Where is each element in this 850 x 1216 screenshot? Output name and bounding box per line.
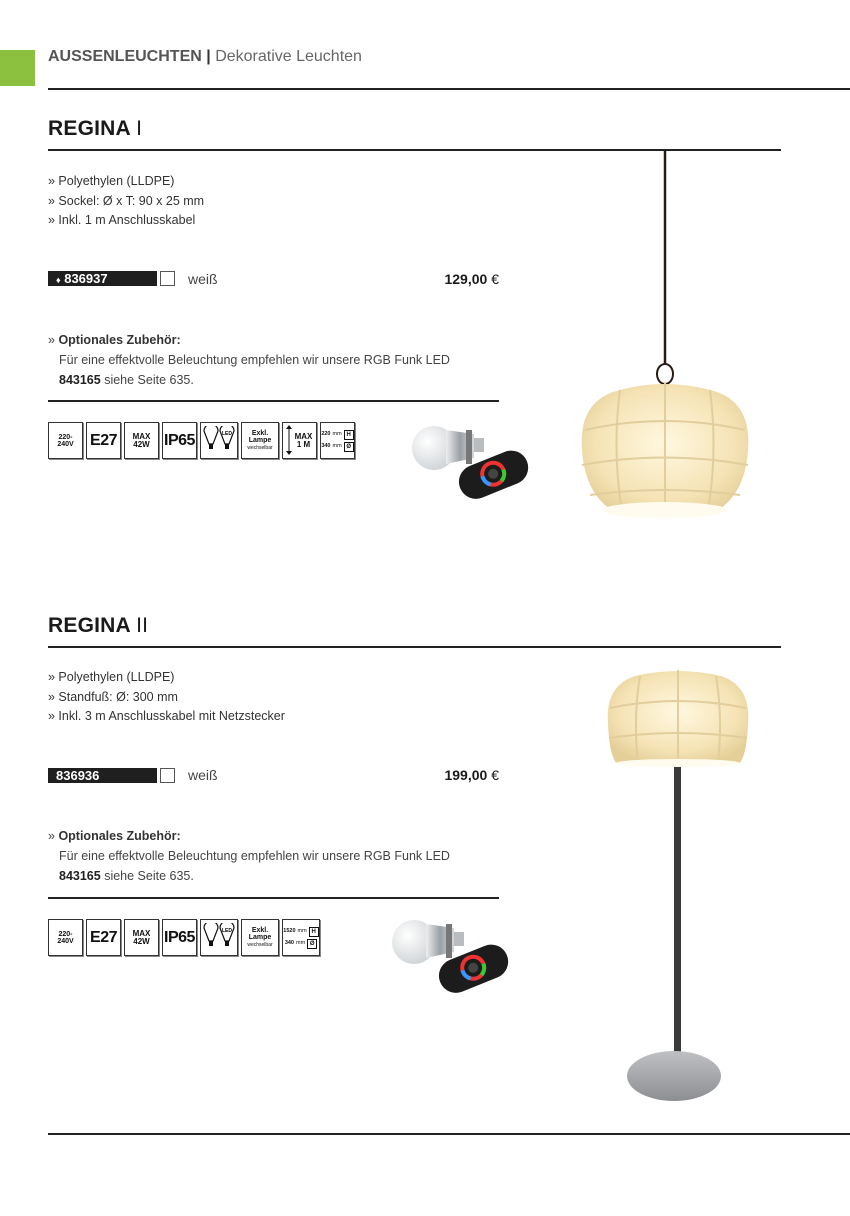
- feature-item: » Inkl. 3 m Anschlusskabel mit Netzstecker: [48, 709, 285, 723]
- height-unit: mm: [332, 430, 342, 437]
- price-value: 199,00: [444, 767, 488, 783]
- currency: €: [491, 271, 499, 287]
- diameter-icon: Ø: [344, 442, 354, 452]
- lamp-label: Lampe: [248, 934, 272, 941]
- color-name: weiß: [188, 767, 218, 783]
- watt-label: 42W: [133, 439, 150, 449]
- rgb-led-accessory-image: [408, 418, 533, 503]
- height-icon: H: [309, 927, 319, 937]
- height-value: 1520: [283, 927, 296, 934]
- category-label: AUSSENLEUCHTEN: [48, 48, 202, 65]
- diameter-value: 340: [284, 939, 294, 946]
- page-header: [48, 48, 362, 66]
- led-label: LED: [222, 430, 232, 437]
- height-icon: H: [344, 430, 354, 440]
- led-label: LED: [222, 927, 232, 934]
- header-separator: |: [206, 48, 211, 65]
- diameter-unit: mm: [296, 939, 306, 946]
- ip-rating-icon: IP65: [162, 422, 197, 459]
- optional-rule: [48, 400, 499, 402]
- optional-text: Für eine effektvolle Beleuchtung empfehlen wir unsere RGB Funk LED: [59, 849, 450, 863]
- price: [379, 767, 499, 783]
- dimensions-icon: [282, 919, 320, 956]
- watt-label: 42W: [133, 936, 150, 946]
- subcategory-label: Dekorative Leuchten: [215, 48, 362, 65]
- height-value: 220: [321, 430, 331, 437]
- color-swatch: [160, 768, 175, 783]
- max-watt-icon: [124, 422, 159, 459]
- optional-suffix: siehe Seite 635.: [104, 373, 194, 387]
- product-numeral: II: [136, 614, 149, 637]
- article-number: 836936: [56, 768, 100, 783]
- spec-icons: [48, 422, 355, 459]
- max-label: MAX: [132, 431, 151, 441]
- socket-e27-icon: E27: [86, 422, 121, 459]
- optional-prefix: »: [48, 333, 55, 347]
- optional-label: Optionales Zubehör:: [58, 829, 181, 843]
- optional-suffix: siehe Seite 635.: [104, 869, 194, 883]
- cable-length-icon: [282, 422, 317, 459]
- optional-prefix: »: [48, 829, 55, 843]
- ip-rating-icon: IP65: [162, 919, 197, 956]
- optional-accessory: [48, 826, 450, 886]
- cable-max-label: MAX: [294, 431, 313, 441]
- feature-list: [48, 668, 285, 727]
- exchangeable-lamp-icon: [241, 919, 279, 956]
- optional-rule: [48, 897, 499, 899]
- feature-list: [48, 172, 204, 231]
- pendant-lamp-image: [560, 150, 770, 525]
- spec-icons: [48, 919, 320, 956]
- height-unit: mm: [297, 927, 307, 934]
- optional-text: Für eine effektvolle Beleuchtung empfehlen wir unsere RGB Funk LED: [59, 353, 450, 367]
- bulb-led-icon: [200, 919, 238, 956]
- article-number-box: [48, 271, 157, 286]
- diameter-value: 340: [321, 442, 331, 449]
- feature-item: » Polyethylen (LLDPE): [48, 670, 175, 684]
- section-color-tab: [0, 50, 35, 86]
- article-number-box: [48, 768, 157, 783]
- article-number: 836937: [64, 271, 108, 286]
- product-title: [48, 614, 148, 638]
- product-name: REGINA: [48, 614, 131, 637]
- exkl-label: Exkl.: [251, 927, 269, 934]
- product-title: [48, 117, 142, 141]
- optional-label: Optionales Zubehör:: [58, 333, 181, 347]
- optional-accessory: [48, 330, 450, 390]
- footer-rule: [48, 1133, 850, 1135]
- lamp-label: Lampe: [248, 437, 272, 444]
- currency: €: [491, 767, 499, 783]
- price-value: 129,00: [444, 271, 488, 287]
- socket-e27-icon: E27: [86, 919, 121, 956]
- article-marker: ♦: [56, 275, 61, 285]
- color-swatch: [160, 271, 175, 286]
- optional-ref: 843165: [59, 869, 101, 883]
- diameter-icon: Ø: [307, 939, 317, 949]
- feature-item: » Sockel: Ø x T: 90 x 25 mm: [48, 193, 205, 208]
- exchangeable-label: wechselbar: [247, 942, 273, 948]
- color-name: weiß: [188, 271, 218, 287]
- rgb-led-accessory-image: [388, 912, 513, 997]
- max-label: MAX: [132, 928, 151, 938]
- diameter-unit: mm: [332, 442, 342, 449]
- max-watt-icon: [124, 919, 159, 956]
- floor-lamp-image: [600, 668, 760, 1108]
- exchangeable-label: wechselbar: [247, 445, 273, 451]
- product-numeral: I: [136, 117, 143, 140]
- product-name: REGINA: [48, 117, 131, 140]
- cable-length-label: 1 M: [296, 439, 311, 449]
- feature-item: » Standfuß: Ø: 300 mm: [48, 689, 178, 704]
- price: [379, 271, 499, 287]
- bulb-led-icon: [200, 422, 238, 459]
- exchangeable-lamp-icon: [241, 422, 279, 459]
- exkl-label: Exkl.: [251, 430, 269, 437]
- title-rule: [48, 646, 781, 648]
- header-rule: [48, 88, 850, 90]
- voltage-icon: 220-240V: [48, 919, 83, 956]
- feature-item: » Inkl. 1 m Anschlusskabel: [48, 213, 196, 227]
- voltage-icon: 220-240V: [48, 422, 83, 459]
- feature-item: » Polyethylen (LLDPE): [48, 174, 175, 188]
- dimensions-icon: [320, 422, 355, 459]
- optional-ref: 843165: [59, 373, 101, 387]
